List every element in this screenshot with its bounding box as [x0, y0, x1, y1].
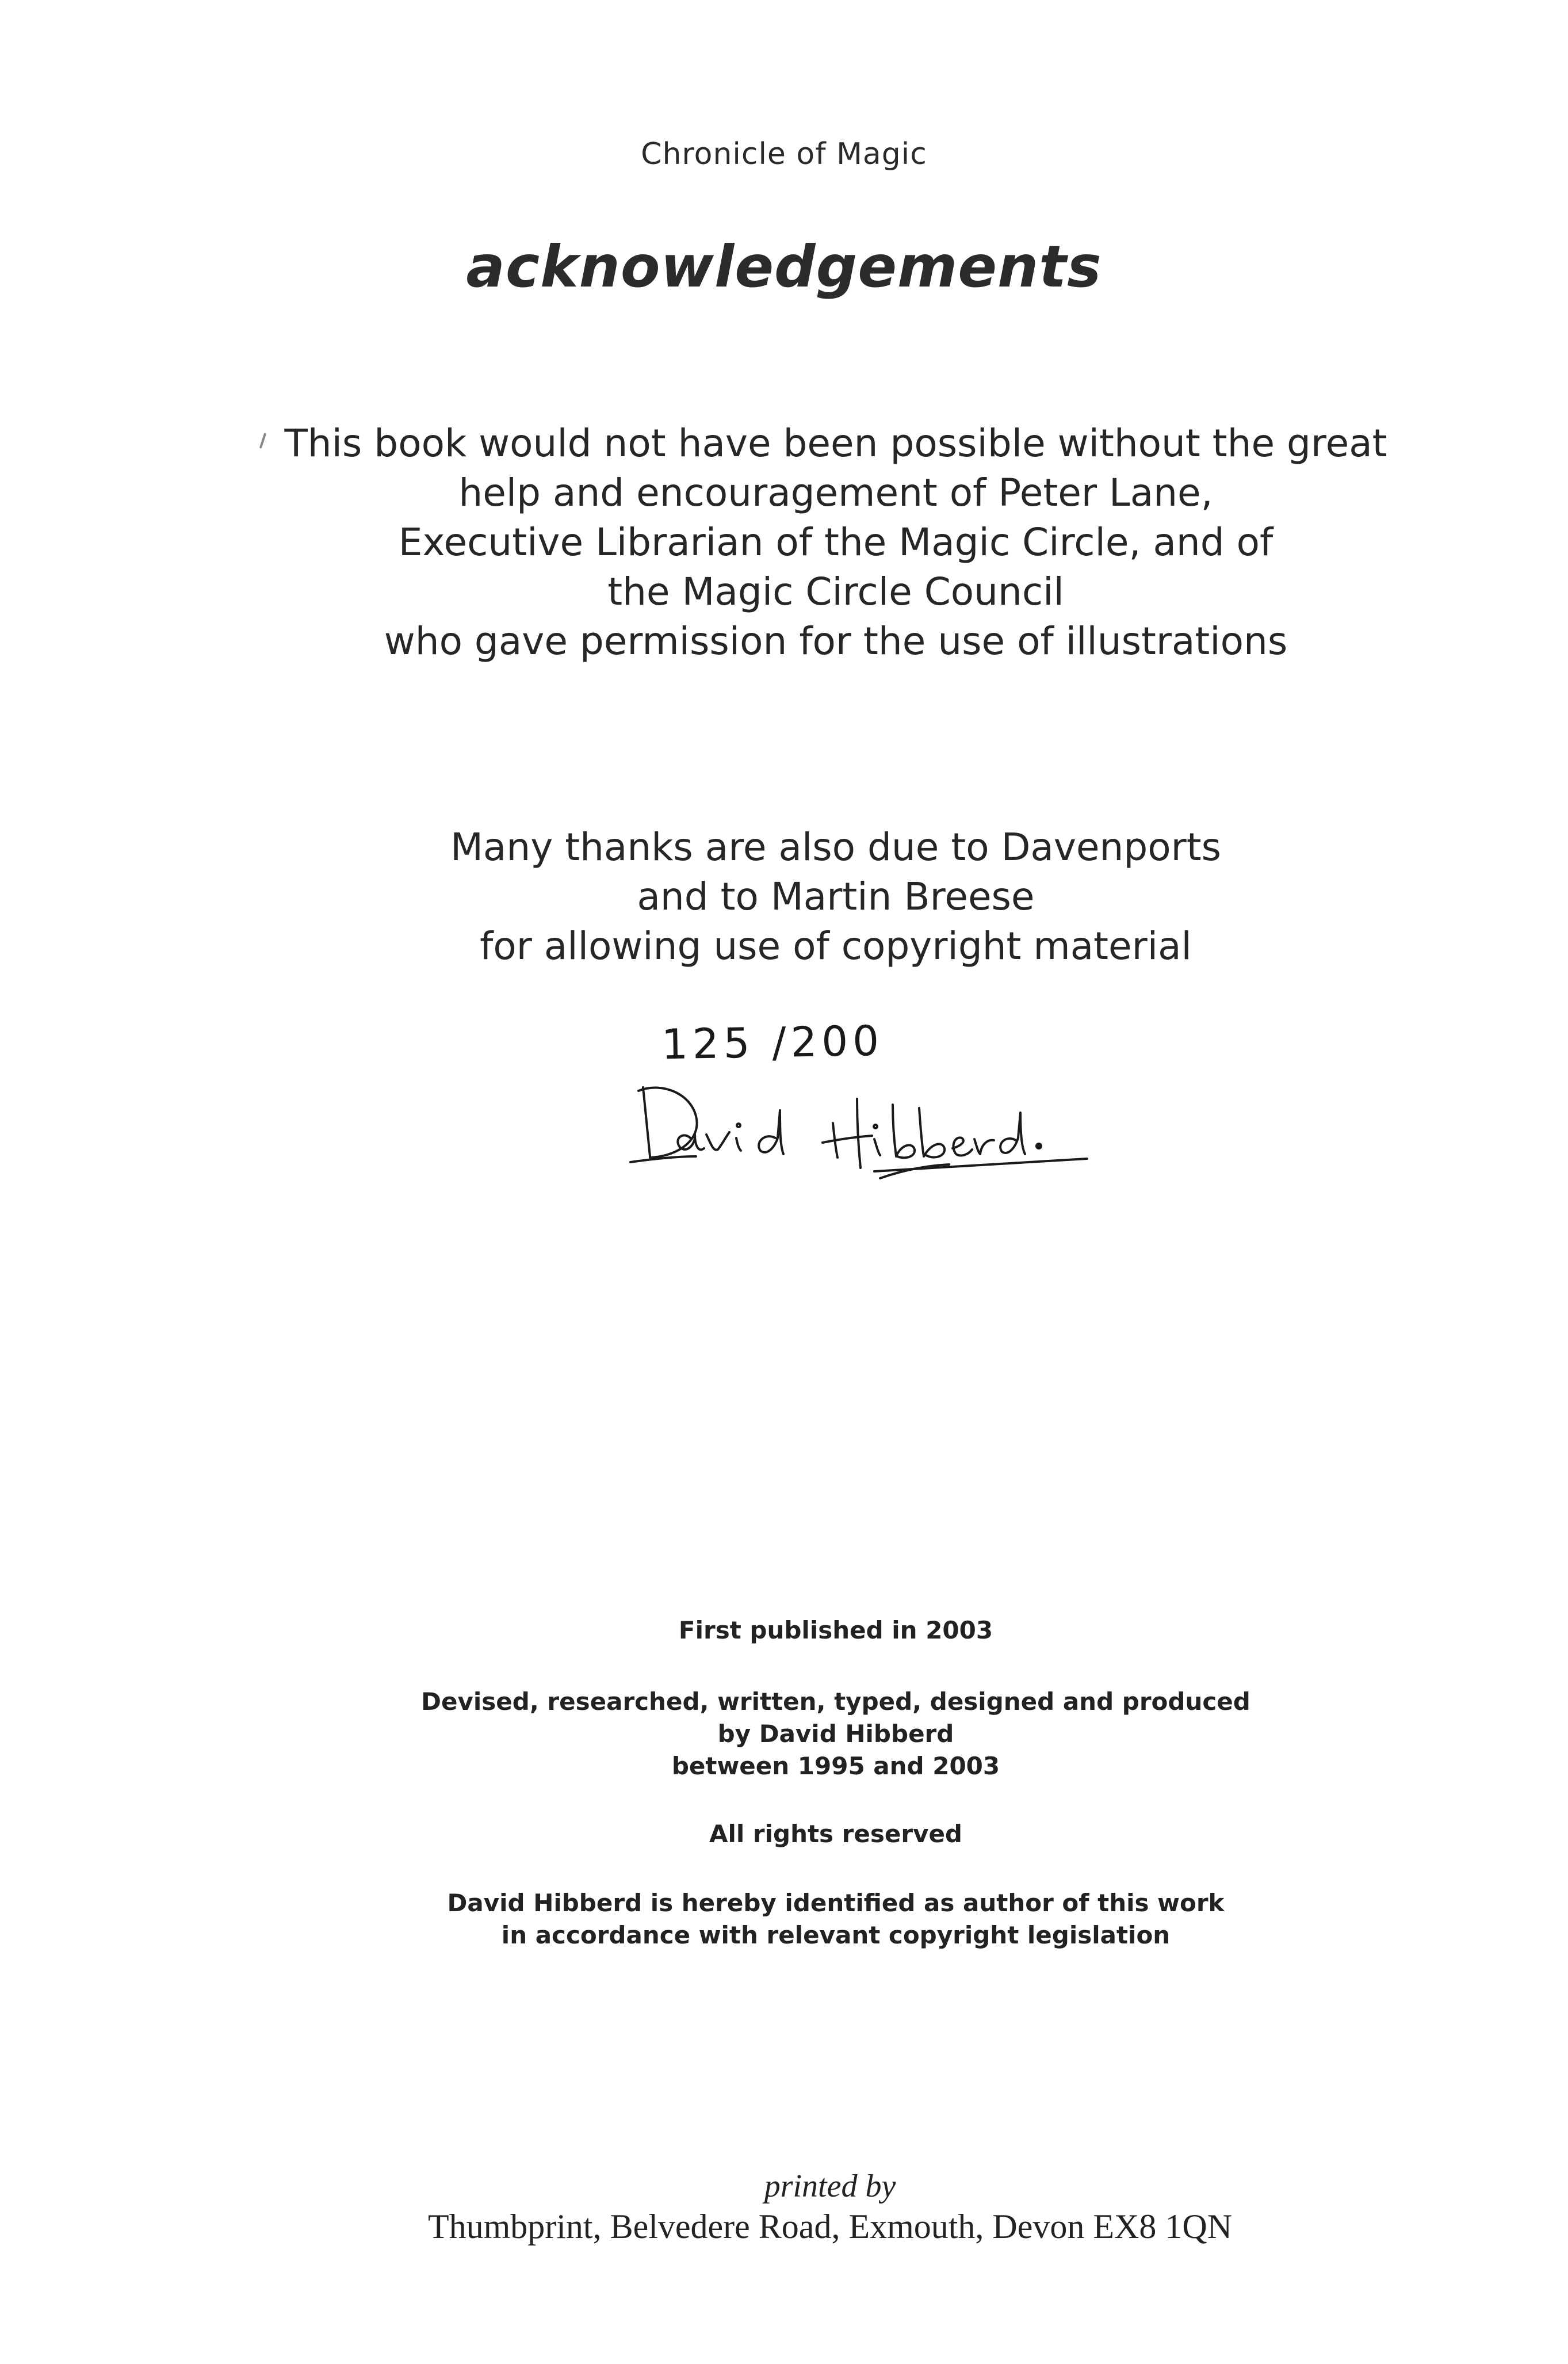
imprint-line: David Hibberd is hereby identified as author of this work [447, 1889, 1225, 1917]
paragraph-line: the Magic Circle Council [607, 570, 1064, 614]
printer-address: Thumbprint, Belvedere Road, Exmouth, Devon EX8 1QN [427, 2208, 1233, 2245]
paragraph-line: help and encouragement of Peter Lane, [458, 471, 1213, 515]
thanks-paragraph [52, 823, 1568, 971]
page-title: acknowledgements [466, 233, 1102, 300]
imprint-line: by David Hibberd [717, 1720, 954, 1748]
paragraph-line: for allowing use of copyright material [480, 924, 1192, 968]
acknowledgement-paragraph [52, 419, 1568, 666]
handwritten-edition-number: 125 /200 [661, 1016, 884, 1069]
paragraph-line: and to Martin Breese [637, 874, 1035, 919]
rights-line: All rights reserved [709, 1820, 962, 1848]
paragraph-line: Many thanks are also due to Davenports [450, 825, 1222, 869]
production-credit [52, 1686, 1568, 1782]
printer-label: printed by [764, 2168, 896, 2204]
imprint-line: Devised, researched, written, typed, designed and produced [421, 1687, 1250, 1716]
imprint-line: in accordance with relevant copyright legislation [501, 1921, 1171, 1949]
running-head: Chronicle of Magic [641, 137, 927, 171]
author-statement [52, 1887, 1568, 1951]
paragraph-line: who gave permission for the use of illustrations [384, 619, 1288, 663]
paragraph-line: This book would not have been possible without the great [284, 421, 1387, 465]
first-published-line: First published in 2003 [678, 1616, 993, 1644]
imprint-line: between 1995 and 2003 [671, 1752, 1000, 1780]
paragraph-line: Executive Librarian of the Magic Circle, and of [398, 520, 1273, 564]
handwritten-signature [627, 1070, 1099, 1202]
